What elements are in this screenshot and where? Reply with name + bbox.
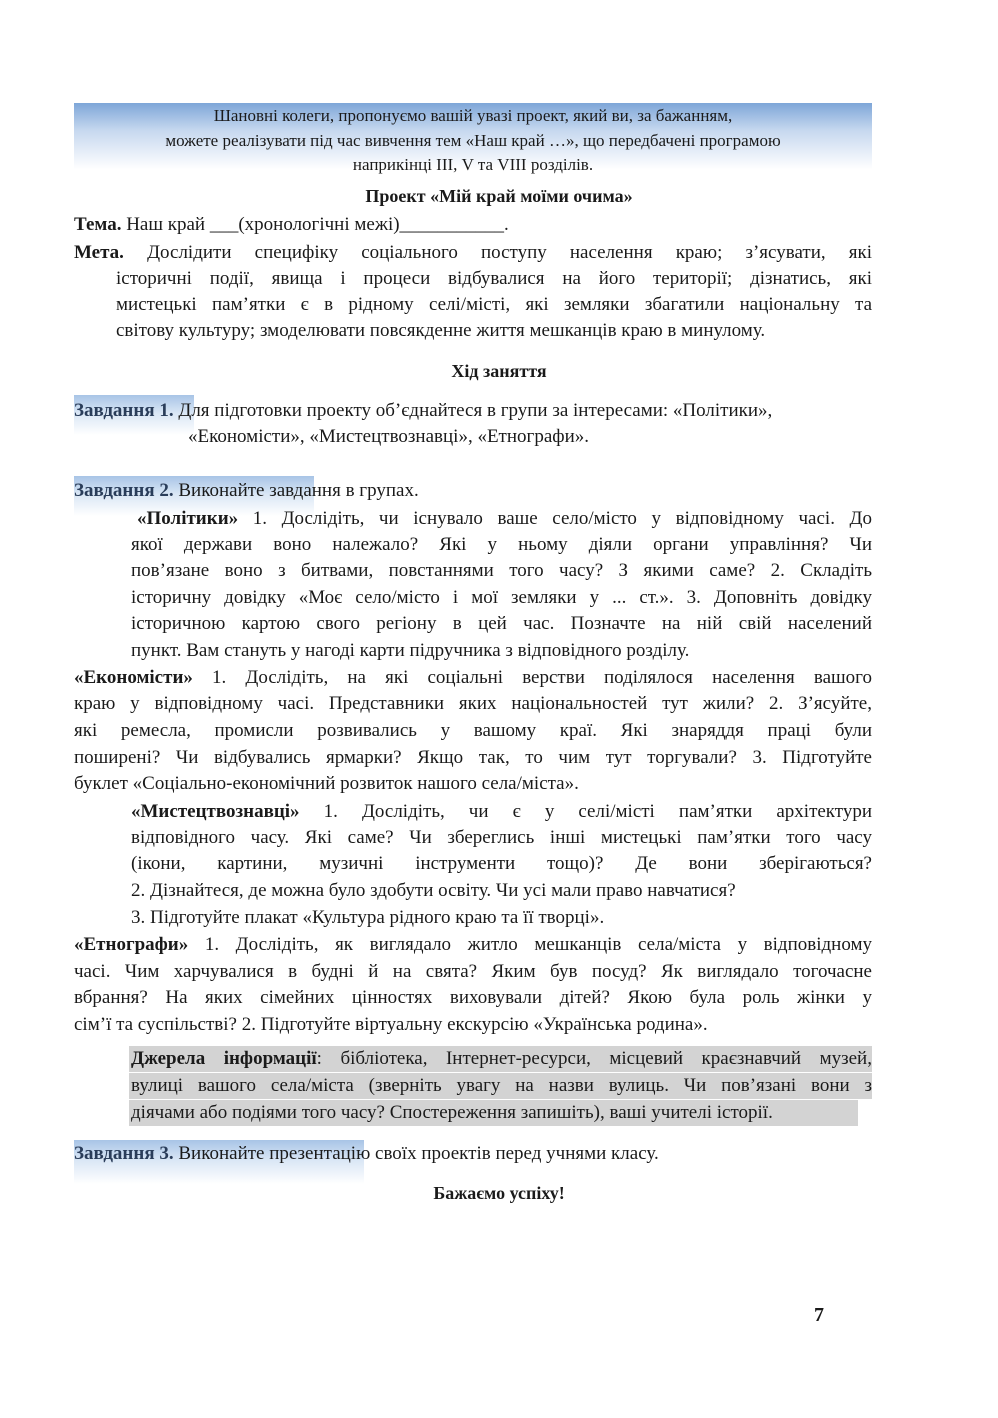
ethno-line-2: часі. Чим харчувалися в будні й на свята? Яким був посуд? Як виглядало тогочасне (74, 961, 872, 982)
task3-label: Завдання 3. (74, 1143, 174, 1164)
meta-line-2: історичні події, явища і процеси відбувалися на його території; дізнатись, які (116, 268, 872, 289)
intro-line-3: наприкінці ІІІ, V та VІІІ розділів. (352, 155, 594, 174)
economists-line-1: «Економісти» 1. Дослідіть, на які соціальні верстви поділялося населення вашого (74, 667, 872, 688)
meta-line-4: світову культуру; змоделювати повсякденне життя мешканців краю в минулому. (116, 320, 766, 341)
sources-line-3: діячами або подіями того часу? Спостереження запишіть), ваші учителі історії. (131, 1102, 773, 1123)
project-title: Проект «Мій край моїми очима» (365, 186, 633, 206)
hid-title: Хід заняття (451, 361, 547, 381)
politics-label: «Політики» (137, 508, 239, 529)
ethno-label: «Етнографи» (74, 934, 189, 955)
task2-label: Завдання 2. (74, 480, 174, 501)
politics-line-1: «Політики» 1. Дослідіть, чи існувало ваше село/місто у відповідному часі. До (137, 508, 872, 529)
art-line-4: 2. Дізнайтеся, де можна було здобути освіту. Чи усі мали право навчатися? (131, 880, 736, 901)
tema-row (74, 212, 509, 238)
ethno-line-1: «Етнографи» 1. Дослідіть, як виглядало житло мешканців села/міста у відповідному (74, 934, 872, 955)
sources-line-2: вулиці вашого села/міста (зверніть увагу на назви вулиць. Чи пов’язані вони з (131, 1075, 872, 1096)
ethno-line-4: сім’ї та суспільстві? 2. Підготуйте віртуальну екскурсію «Українська родина». (74, 1014, 708, 1035)
intro-line-2: можете реалізувати під час вивчення тем «Наш край …», що передбачені програмою (165, 131, 781, 150)
tema-label: Тема. (74, 214, 122, 235)
politics-line-3: пов’язане воно з битвами, повстаннями того часу? З якими саме? 2. Складіть (131, 560, 872, 581)
meta-line-1: Мета. Дослідити специфіку соціального поступу населення краю; з’ясувати, які (74, 242, 872, 263)
intro-banner (74, 103, 872, 181)
page-number: 7 (814, 1304, 824, 1326)
task1-label: Завдання 1. (74, 400, 174, 421)
economists-line-3: які ремесла, промисли розвивались у вашому краї. Які знаряддя праці були (74, 720, 872, 741)
art-line-1: «Мистецтвознавці» 1. Дослідіть, чи є у селі/місті пам’ятки архітектури (131, 801, 873, 822)
economists-line-4: поширені? Чи відбувались ярмарки? Якщо так, то чим тут торгували? 3. Підготуйте (74, 747, 872, 768)
sources-line-1: Джерела інформації: бібліотека, Інтернет-ресурси, місцевий краєзнавчий музей, (131, 1048, 872, 1069)
art-line-3: (ікони, картини, музичні інструменти тощо)? Де вони зберігаються? (131, 853, 872, 874)
politics-line-2: якої держави воно належало? Які у ньому діяли органи управління? Чи (131, 534, 872, 555)
task2-line: Завдання 2. Виконайте завдання в групах. (74, 480, 419, 501)
meta-label: Мета. (74, 242, 124, 263)
economists-line-2: краю у відповідному часі. Представники яких національностей тут жили? 2. З’ясуйте, (74, 693, 872, 714)
economists-label: «Економісти» (74, 667, 193, 688)
art-line-2: відповідного часу. Які саме? Чи збереглись інші мистецькі пам’ятки того часу (131, 827, 872, 848)
task3-line: Завдання 3. Виконайте презентацію своїх проектів перед учнями класу. (74, 1143, 659, 1164)
economists-line-5: буклет «Соціально-економічний розвиток нашого села/міста». (74, 773, 579, 794)
task1-line-2: «Економісти», «Мистецтвознавці», «Етнографи». (188, 426, 589, 447)
closing: Бажаємо успіху! (433, 1183, 565, 1203)
task1-line-1: Завдання 1. Для підготовки проекту об’єднайтеся в групи за інтересами: «Політики», (74, 400, 773, 421)
politics-line-4: історичну довідку «Моє село/місто і мої земляки у ... ст.». 3. Доповніть довідку (131, 587, 872, 608)
ethno-line-3: вбрання? На яких сімейних цінностях виховували дітей? Якою була роль жінки у (74, 987, 872, 1008)
politics-line-5: історичною картою свого регіону в цей час. Позначте на ній свій населений (131, 613, 872, 634)
art-line-5: 3. Підготуйте плакат «Культура рідного краю та її творці». (131, 907, 605, 928)
politics-line-6: пункт. Вам стануть у нагоді карти підручника з відповідного розділу. (131, 640, 690, 661)
sources-label: Джерела інформації (131, 1048, 317, 1069)
intro-line-1: Шановні колеги, пропонуємо вашій увазі проект, який ви, за бажанням, (213, 106, 733, 125)
tema-text: Наш край ___(хронологічні межі)___________. (126, 214, 509, 235)
art-label: «Мистецтвознавці» (131, 801, 300, 822)
meta-line-3: мистецькі пам’ятки є в рідному селі/місті, які земляки збагатили національну та (116, 294, 872, 315)
